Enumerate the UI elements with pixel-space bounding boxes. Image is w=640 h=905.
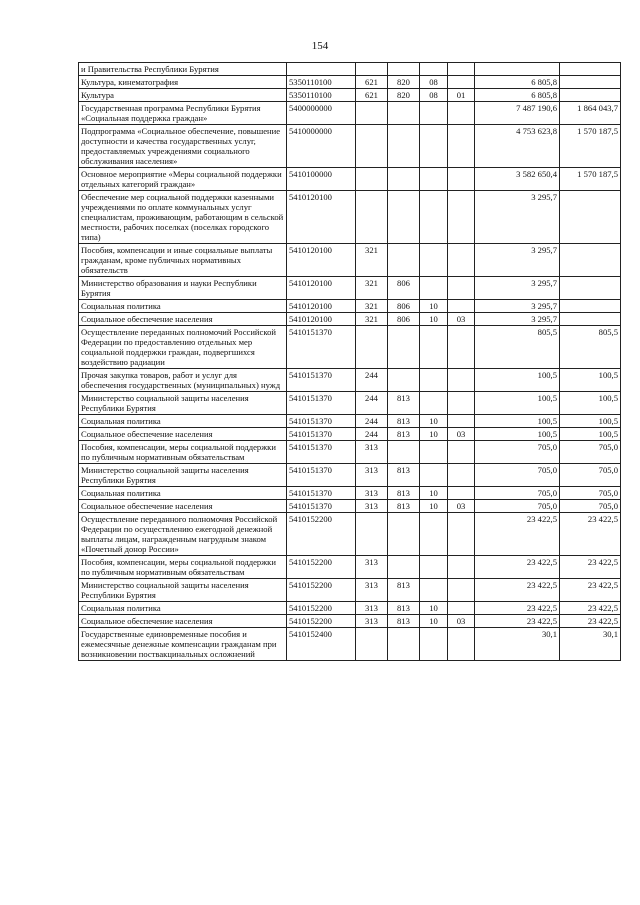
section-cell [420, 392, 448, 415]
row-name-cell: Социальное обеспечение населения [79, 500, 287, 513]
subsection-cell [448, 277, 475, 300]
subsection-cell: 03 [448, 428, 475, 441]
target-article-cell: 5410000000 [287, 125, 356, 168]
ministry-code-cell: 806 [388, 277, 420, 300]
target-article-cell: 5410120100 [287, 277, 356, 300]
row-name-cell: Социальная политика [79, 300, 287, 313]
target-article-cell: 5410151370 [287, 487, 356, 500]
table-row [79, 89, 621, 102]
section-cell: 08 [420, 76, 448, 89]
row-name-cell: Государственные единовременные пособия и ежемесячные денежные компенсации гражданам при возникновении поствакцинальных осложнений [79, 628, 287, 661]
table-row [79, 63, 621, 76]
amount-1-cell [475, 63, 560, 76]
target-article-cell: 5410151370 [287, 369, 356, 392]
subsection-cell [448, 579, 475, 602]
amount-2-cell: 23 422,5 [560, 556, 621, 579]
subsection-cell [448, 513, 475, 556]
expense-type-cell [356, 628, 388, 661]
amount-2-cell [560, 76, 621, 89]
subsection-cell: 01 [448, 89, 475, 102]
amount-1-cell: 3 295,7 [475, 300, 560, 313]
ministry-code-cell: 820 [388, 89, 420, 102]
row-name-cell: Социальная политика [79, 415, 287, 428]
amount-2-cell: 705,0 [560, 441, 621, 464]
table-row [79, 428, 621, 441]
row-name-cell: Министерство социальной защиты населения Республики Бурятия [79, 392, 287, 415]
amount-1-cell: 100,5 [475, 392, 560, 415]
ministry-code-cell: 820 [388, 76, 420, 89]
amount-1-cell: 705,0 [475, 487, 560, 500]
expense-type-cell: 321 [356, 244, 388, 277]
expense-type-cell: 321 [356, 277, 388, 300]
amount-1-cell: 23 422,5 [475, 615, 560, 628]
table-row [79, 76, 621, 89]
amount-1-cell: 100,5 [475, 428, 560, 441]
ministry-code-cell: 813 [388, 415, 420, 428]
amount-2-cell: 1 570 187,5 [560, 125, 621, 168]
amount-2-cell: 30,1 [560, 628, 621, 661]
section-cell [420, 369, 448, 392]
expense-type-cell: 321 [356, 313, 388, 326]
row-name-cell: Пособия, компенсации, меры социальной поддержки по публичным нормативным обязательствам [79, 441, 287, 464]
section-cell [420, 63, 448, 76]
expense-type-cell: 313 [356, 579, 388, 602]
expense-type-cell: 244 [356, 415, 388, 428]
row-name-cell: Социальное обеспечение населения [79, 615, 287, 628]
amount-2-cell: 1 864 043,7 [560, 102, 621, 125]
target-article-cell: 5410151370 [287, 392, 356, 415]
amount-1-cell: 705,0 [475, 464, 560, 487]
ministry-code-cell [388, 191, 420, 244]
row-name-cell: Осуществление переданного полномочия Российской Федерации по осуществлению ежегодной денежной выплаты лицам, награжденным нагрудным знаком «Почетный донор России» [79, 513, 287, 556]
subsection-cell: 03 [448, 615, 475, 628]
ministry-code-cell [388, 628, 420, 661]
amount-1-cell: 705,0 [475, 441, 560, 464]
section-cell: 10 [420, 300, 448, 313]
ministry-code-cell: 806 [388, 313, 420, 326]
amount-1-cell: 3 295,7 [475, 313, 560, 326]
target-article-cell: 5410151370 [287, 441, 356, 464]
ministry-code-cell [388, 513, 420, 556]
subsection-cell [448, 441, 475, 464]
row-name-cell: Подпрограмма «Социальное обеспечение, повышение доступности и качества государственных услуг, предоставляемых учреждениями социального обслуживания населения» [79, 125, 287, 168]
table-row [79, 579, 621, 602]
section-cell [420, 102, 448, 125]
expense-type-cell: 321 [356, 300, 388, 313]
amount-1-cell: 805,5 [475, 326, 560, 369]
table-row [79, 313, 621, 326]
subsection-cell [448, 392, 475, 415]
amount-2-cell: 100,5 [560, 415, 621, 428]
amount-2-cell [560, 89, 621, 102]
amount-2-cell: 100,5 [560, 369, 621, 392]
expense-type-cell [356, 125, 388, 168]
subsection-cell [448, 76, 475, 89]
row-name-cell: Социальная политика [79, 602, 287, 615]
table-row [79, 191, 621, 244]
amount-2-cell [560, 63, 621, 76]
amount-1-cell: 23 422,5 [475, 513, 560, 556]
table-row [79, 615, 621, 628]
ministry-code-cell: 813 [388, 500, 420, 513]
expense-type-cell [356, 326, 388, 369]
expense-type-cell: 313 [356, 602, 388, 615]
amount-2-cell: 23 422,5 [560, 615, 621, 628]
expense-type-cell: 313 [356, 615, 388, 628]
section-cell [420, 579, 448, 602]
table-row [79, 487, 621, 500]
table-row [79, 628, 621, 661]
target-article-cell: 5410120100 [287, 300, 356, 313]
subsection-cell [448, 628, 475, 661]
table-row [79, 102, 621, 125]
subsection-cell [448, 63, 475, 76]
table-row [79, 277, 621, 300]
target-article-cell: 5350110100 [287, 76, 356, 89]
row-name-cell: Социальное обеспечение населения [79, 313, 287, 326]
row-name-cell: Социальное обеспечение населения [79, 428, 287, 441]
section-cell [420, 191, 448, 244]
section-cell [420, 168, 448, 191]
expense-type-cell: 313 [356, 487, 388, 500]
amount-2-cell: 23 422,5 [560, 579, 621, 602]
subsection-cell [448, 125, 475, 168]
table-row [79, 326, 621, 369]
ministry-code-cell: 813 [388, 615, 420, 628]
target-article-cell: 5410152400 [287, 628, 356, 661]
table-row [79, 244, 621, 277]
row-name-cell: Обеспечение мер социальной поддержки казенными учреждениями по оплате коммунальных услуг специалистам, проживающим, работающим в сельской местности, рабочих поселках (поселках городского типа) [79, 191, 287, 244]
ministry-code-cell: 813 [388, 392, 420, 415]
table-row [79, 168, 621, 191]
amount-2-cell [560, 244, 621, 277]
ministry-code-cell [388, 63, 420, 76]
target-article-cell: 5410100000 [287, 168, 356, 191]
table-row [79, 556, 621, 579]
subsection-cell [448, 464, 475, 487]
budget-table [78, 62, 621, 661]
subsection-cell [448, 191, 475, 244]
table-row [79, 300, 621, 313]
subsection-cell [448, 415, 475, 428]
amount-2-cell: 705,0 [560, 487, 621, 500]
subsection-cell [448, 102, 475, 125]
target-article-cell: 5410120100 [287, 244, 356, 277]
ministry-code-cell [388, 326, 420, 369]
amount-2-cell: 805,5 [560, 326, 621, 369]
expense-type-cell: 244 [356, 369, 388, 392]
amount-1-cell: 23 422,5 [475, 579, 560, 602]
amount-1-cell: 7 487 190,6 [475, 102, 560, 125]
section-cell [420, 441, 448, 464]
amount-2-cell [560, 277, 621, 300]
expense-type-cell: 313 [356, 464, 388, 487]
table-row [79, 441, 621, 464]
row-name-cell: Министерство социальной защиты населения Республики Бурятия [79, 464, 287, 487]
target-article-cell: 5410152200 [287, 513, 356, 556]
row-name-cell: Социальная политика [79, 487, 287, 500]
expense-type-cell [356, 513, 388, 556]
target-article-cell: 5410152200 [287, 556, 356, 579]
amount-2-cell: 705,0 [560, 464, 621, 487]
budget-table-body [79, 63, 621, 661]
ministry-code-cell: 813 [388, 428, 420, 441]
row-name-cell: Культура [79, 89, 287, 102]
target-article-cell: 5410152200 [287, 602, 356, 615]
section-cell [420, 326, 448, 369]
amount-2-cell [560, 313, 621, 326]
expense-type-cell: 621 [356, 76, 388, 89]
row-name-cell: Основное мероприятие «Меры социальной поддержки отдельных категорий граждан» [79, 168, 287, 191]
target-article-cell: 5410151370 [287, 326, 356, 369]
target-article-cell: 5410120100 [287, 313, 356, 326]
target-article-cell: 5410120100 [287, 191, 356, 244]
row-name-cell: и Правительства Республики Бурятия [79, 63, 287, 76]
target-article-cell: 5350110100 [287, 89, 356, 102]
section-cell [420, 628, 448, 661]
expense-type-cell: 244 [356, 428, 388, 441]
page-number: 154 [311, 40, 329, 52]
amount-1-cell: 4 753 623,8 [475, 125, 560, 168]
row-name-cell: Министерство социальной защиты населения Республики Бурятия [79, 579, 287, 602]
subsection-cell [448, 602, 475, 615]
ministry-code-cell [388, 244, 420, 277]
section-cell [420, 513, 448, 556]
amount-1-cell: 705,0 [475, 500, 560, 513]
section-cell [420, 464, 448, 487]
amount-2-cell [560, 300, 621, 313]
section-cell [420, 556, 448, 579]
target-article-cell: 5410151370 [287, 415, 356, 428]
subsection-cell [448, 168, 475, 191]
subsection-cell [448, 556, 475, 579]
ministry-code-cell [388, 369, 420, 392]
section-cell: 10 [420, 428, 448, 441]
row-name-cell: Осуществление переданных полномочий Российской Федерации по предоставлению отдельных мер социальной поддержки граждан, подвергшихся воздействию радиации [79, 326, 287, 369]
amount-1-cell: 3 295,7 [475, 191, 560, 244]
amount-1-cell: 3 582 650,4 [475, 168, 560, 191]
target-article-cell: 5410151370 [287, 500, 356, 513]
ministry-code-cell: 813 [388, 579, 420, 602]
subsection-cell: 03 [448, 500, 475, 513]
ministry-code-cell [388, 441, 420, 464]
expense-type-cell [356, 168, 388, 191]
expense-type-cell [356, 191, 388, 244]
section-cell [420, 277, 448, 300]
expense-type-cell: 313 [356, 556, 388, 579]
amount-2-cell: 23 422,5 [560, 513, 621, 556]
expense-type-cell [356, 63, 388, 76]
subsection-cell [448, 487, 475, 500]
expense-type-cell: 313 [356, 500, 388, 513]
table-row [79, 602, 621, 615]
amount-2-cell [560, 191, 621, 244]
ministry-code-cell: 813 [388, 602, 420, 615]
row-name-cell: Культура, кинематография [79, 76, 287, 89]
row-name-cell: Прочая закупка товаров, работ и услуг для обеспечения государственных (муниципальных) нужд [79, 369, 287, 392]
row-name-cell: Пособия, компенсации и иные социальные выплаты гражданам, кроме публичных нормативных обязательств [79, 244, 287, 277]
subsection-cell [448, 244, 475, 277]
table-row [79, 369, 621, 392]
section-cell: 10 [420, 487, 448, 500]
amount-1-cell: 6 805,8 [475, 76, 560, 89]
amount-1-cell: 30,1 [475, 628, 560, 661]
table-row [79, 464, 621, 487]
amount-2-cell: 23 422,5 [560, 602, 621, 615]
amount-1-cell: 100,5 [475, 369, 560, 392]
table-row [79, 500, 621, 513]
ministry-code-cell [388, 102, 420, 125]
target-article-cell: 5410151370 [287, 464, 356, 487]
section-cell: 10 [420, 313, 448, 326]
section-cell: 10 [420, 615, 448, 628]
amount-2-cell: 100,5 [560, 392, 621, 415]
ministry-code-cell [388, 125, 420, 168]
table-row [79, 513, 621, 556]
target-article-cell [287, 63, 356, 76]
ministry-code-cell: 813 [388, 464, 420, 487]
expense-type-cell: 621 [356, 89, 388, 102]
amount-1-cell: 23 422,5 [475, 556, 560, 579]
subsection-cell [448, 326, 475, 369]
section-cell: 10 [420, 415, 448, 428]
ministry-code-cell: 813 [388, 487, 420, 500]
subsection-cell [448, 369, 475, 392]
subsection-cell [448, 300, 475, 313]
amount-2-cell: 100,5 [560, 428, 621, 441]
expense-type-cell: 244 [356, 392, 388, 415]
expense-type-cell: 313 [356, 441, 388, 464]
section-cell: 10 [420, 500, 448, 513]
section-cell: 10 [420, 602, 448, 615]
section-cell [420, 244, 448, 277]
target-article-cell: 5410151370 [287, 428, 356, 441]
amount-2-cell: 705,0 [560, 500, 621, 513]
amount-2-cell: 1 570 187,5 [560, 168, 621, 191]
amount-1-cell: 3 295,7 [475, 277, 560, 300]
target-article-cell: 5410152200 [287, 579, 356, 602]
subsection-cell: 03 [448, 313, 475, 326]
amount-1-cell: 23 422,5 [475, 602, 560, 615]
section-cell: 08 [420, 89, 448, 102]
section-cell [420, 125, 448, 168]
row-name-cell: Государственная программа Республики Бурятия «Социальная поддержка граждан» [79, 102, 287, 125]
expense-type-cell [356, 102, 388, 125]
table-row [79, 415, 621, 428]
target-article-cell: 5400000000 [287, 102, 356, 125]
ministry-code-cell [388, 168, 420, 191]
target-article-cell: 5410152200 [287, 615, 356, 628]
row-name-cell: Министерство образования и науки Республики Бурятия [79, 277, 287, 300]
ministry-code-cell [388, 556, 420, 579]
amount-1-cell: 3 295,7 [475, 244, 560, 277]
row-name-cell: Пособия, компенсации, меры социальной поддержки по публичным нормативным обязательствам [79, 556, 287, 579]
amount-1-cell: 100,5 [475, 415, 560, 428]
ministry-code-cell: 806 [388, 300, 420, 313]
table-row [79, 125, 621, 168]
table-row [79, 392, 621, 415]
amount-1-cell: 6 805,8 [475, 89, 560, 102]
